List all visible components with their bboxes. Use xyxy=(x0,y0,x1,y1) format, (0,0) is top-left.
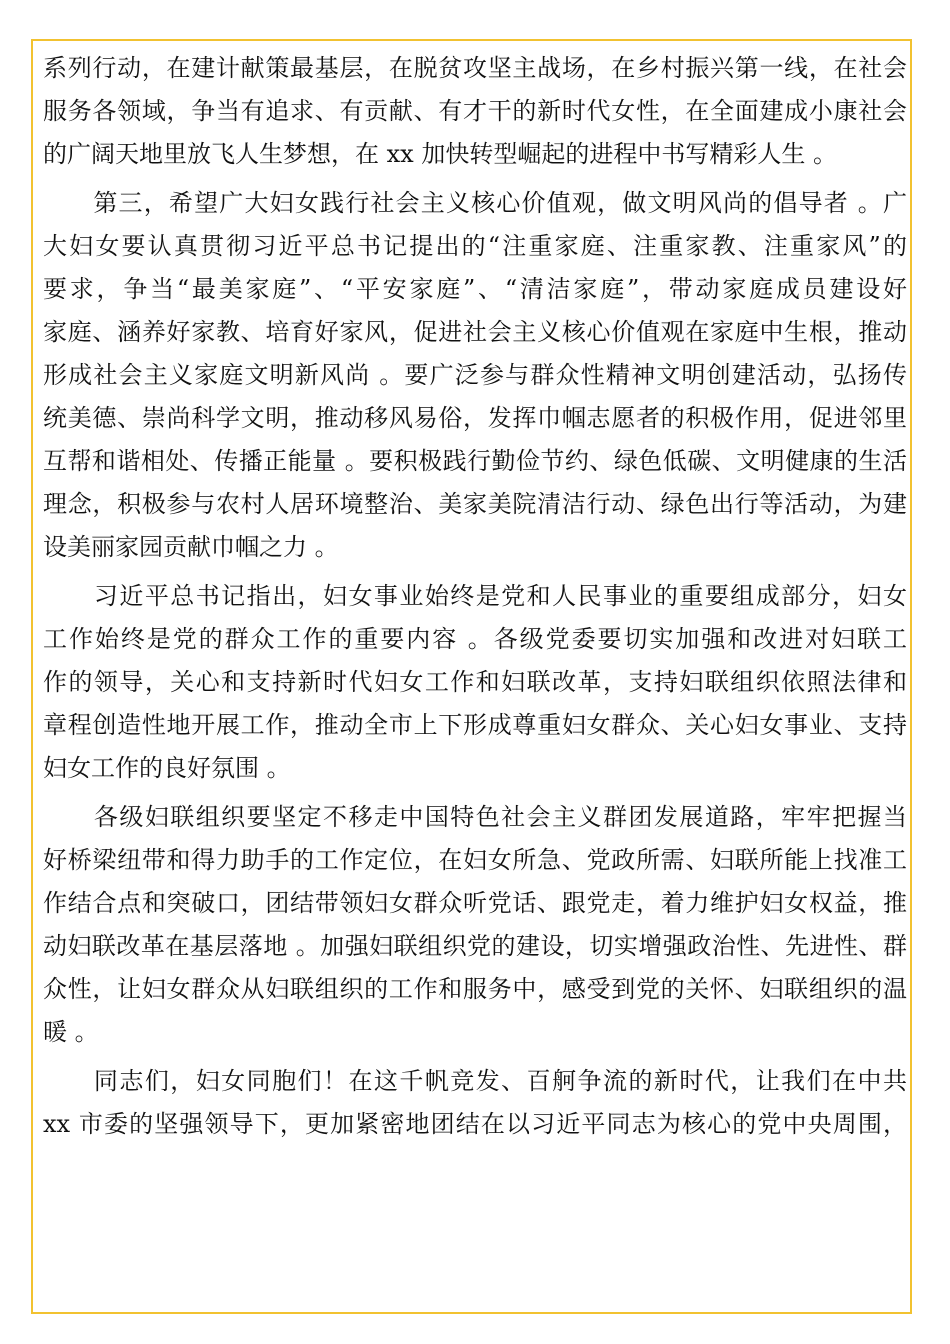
text-line: 习近平总书记指出，妇女事业始终是党和人民事业的重要组成部分，妇女 xyxy=(43,582,907,610)
text-line: 第三，希望广大妇女践行社会主义核心价值观，做文明风尚的倡导者 。广 xyxy=(43,189,907,217)
text-line: 暖 。 xyxy=(43,1018,99,1046)
text-line: 动妇联改革在基层落地 。加强妇联组织党的建设，切实增强政治性、先进性、群 xyxy=(43,932,907,960)
text-line: 设美丽家园贡献巾帼之力 。 xyxy=(43,533,339,561)
text-line: 服务各领域，争当有追求、有贡献、有才干的新时代女性，在全面建成小康社会 xyxy=(43,97,907,125)
text-line: 理念，积极参与农村人居环境整治、美家美院清洁行动、绿色出行等活动，为建 xyxy=(43,490,907,518)
document-body xyxy=(43,48,907,1147)
text-line: 作的领导，关心和支持新时代妇女工作和妇联改革，支持妇联组织依照法律和 xyxy=(43,668,907,696)
paragraph-1 xyxy=(43,48,907,177)
text-line: xx 市委的坚强领导下，更加紧密地团结在以习近平同志为核心的党中央周围， xyxy=(43,1110,907,1138)
text-line: 作结合点和突破口，团结带领妇女群众听党话、跟党走，着力维护妇女权益，推 xyxy=(43,889,907,917)
text-line: 妇女工作的良好氛围 。 xyxy=(43,754,291,782)
text-line: 各级妇联组织要坚定不移走中国特色社会主义群团发展道路，牢牢把握当 xyxy=(43,803,907,831)
text-line: 要求，争当“最美家庭”、“平安家庭”、“清洁家庭”，带动家庭成员建设好 xyxy=(43,275,907,303)
text-line: 大妇女要认真贯彻习近平总书记提出的“注重家庭、注重家教、注重家风”的 xyxy=(43,232,907,260)
paragraph-2 xyxy=(43,183,907,570)
text-line: 统美德、崇尚科学文明，推动移风易俗，发挥巾帼志愿者的积极作用，促进邻里 xyxy=(43,404,907,432)
text-line: 系列行动，在建计献策最基层，在脱贫攻坚主战场，在乡村振兴第一线，在社会 xyxy=(43,54,907,82)
text-line: 家庭、涵养好家教、培育好家风，促进社会主义核心价值观在家庭中生根，推动 xyxy=(43,318,907,346)
text-line: 工作始终是党的群众工作的重要内容 。各级党委要切实加强和改进对妇联工 xyxy=(43,625,907,653)
text-line: 众性，让妇女群众从妇联组织的工作和服务中，感受到党的关怀、妇联组织的温 xyxy=(43,975,907,1003)
text-line: 形成社会主义家庭文明新风尚 。要广泛参与群众性精神文明创建活动，弘扬传 xyxy=(43,361,907,389)
paragraph-5 xyxy=(43,1061,907,1147)
text-line: 同志们，妇女同胞们！在这千帆竞发、百舸争流的新时代，让我们在中共 xyxy=(43,1067,907,1095)
paragraph-4 xyxy=(43,797,907,1055)
text-line: 好桥梁纽带和得力助手的工作定位，在妇女所急、党政所需、妇联所能上找准工 xyxy=(43,846,907,874)
text-line: 的广阔天地里放飞人生梦想，在 xx 加快转型崛起的进程中书写精彩人生 。 xyxy=(43,140,837,168)
text-line: 章程创造性地开展工作，推动全市上下形成尊重妇女群众、关心妇女事业、支持 xyxy=(43,711,907,739)
paragraph-3 xyxy=(43,576,907,791)
text-line: 互帮和谐相处、传播正能量 。要积极践行勤俭节约、绿色低碳、文明健康的生活 xyxy=(43,447,907,475)
